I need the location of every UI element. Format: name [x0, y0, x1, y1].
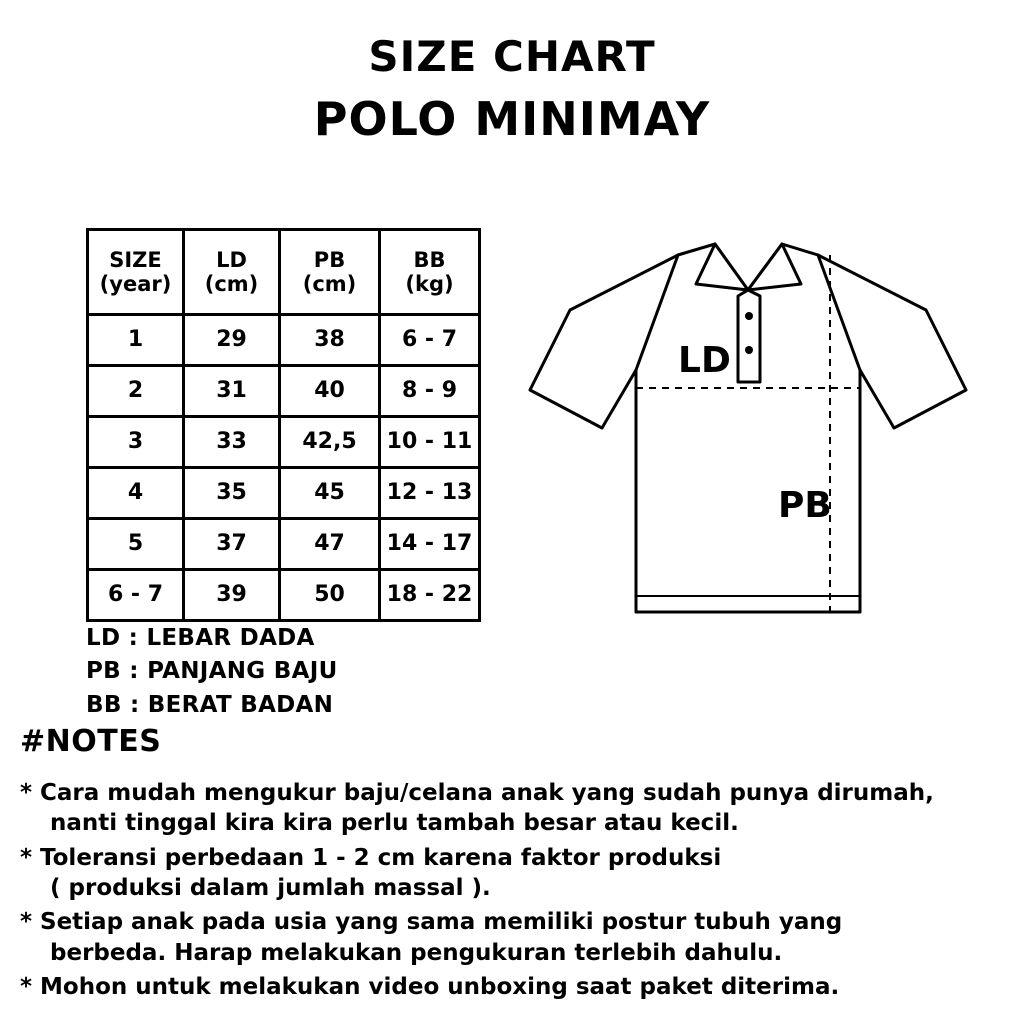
size-table — [86, 228, 481, 622]
cell-pb: 50 — [280, 570, 380, 621]
table-row — [88, 315, 480, 366]
note-line2: berbeda. Harap melakukan pengukuran terlebih dahulu. — [50, 939, 783, 966]
header-line1: PB — [313, 247, 346, 272]
diagram-label-ld: LD — [678, 340, 731, 381]
table-header-pb — [280, 230, 380, 315]
header-line1: LD — [216, 247, 247, 272]
size-table-container — [86, 228, 478, 622]
cell-ld: 37 — [184, 519, 280, 570]
header-line2: (cm) — [302, 272, 357, 296]
legend-item-pb: PB : PANJANG BAJU — [86, 658, 338, 685]
table-header-bb — [380, 230, 480, 315]
legend — [86, 622, 338, 722]
polo-shirt-icon — [510, 192, 1010, 632]
note-bullet: * — [20, 909, 33, 936]
note-line1: Setiap anak pada usia yang sama memiliki postur tubuh yang — [40, 909, 843, 936]
polo-shirt-diagram — [510, 192, 1010, 632]
table-row — [88, 417, 480, 468]
note-item — [20, 778, 980, 839]
note-text — [40, 972, 980, 1002]
cell-bb: 10 - 11 — [380, 417, 480, 468]
table-header-size — [88, 230, 184, 315]
table-header-ld — [184, 230, 280, 315]
legend-item-bb: BB : BERAT BADAN — [86, 691, 334, 718]
notes-heading: #NOTES — [20, 724, 162, 759]
note-bullet: * — [20, 974, 33, 1001]
cell-pb: 45 — [280, 468, 380, 519]
note-item — [20, 843, 980, 904]
note-text — [40, 778, 980, 839]
cell-bb: 18 - 22 — [380, 570, 480, 621]
page-title: SIZE CHART — [368, 32, 656, 81]
cell-size: 1 — [88, 315, 184, 366]
cell-ld: 29 — [184, 315, 280, 366]
cell-pb: 47 — [280, 519, 380, 570]
cell-pb: 40 — [280, 366, 380, 417]
cell-size: 3 — [88, 417, 184, 468]
header-line2: (cm) — [204, 272, 259, 296]
note-line2: nanti tinggal kira kira perlu tambah besar atau kecil. — [50, 810, 739, 837]
table-row — [88, 468, 480, 519]
cell-size: 5 — [88, 519, 184, 570]
cell-ld: 33 — [184, 417, 280, 468]
cell-pb: 42,5 — [280, 417, 380, 468]
cell-pb: 38 — [280, 315, 380, 366]
cell-size: 2 — [88, 366, 184, 417]
note-item — [20, 907, 980, 968]
cell-ld: 31 — [184, 366, 280, 417]
cell-ld: 39 — [184, 570, 280, 621]
title-block — [0, 0, 1024, 145]
cell-bb: 14 - 17 — [380, 519, 480, 570]
note-bullet: * — [20, 780, 33, 806]
note-line1: Mohon untuk melakukan video unboxing saat paket diterima. — [40, 974, 840, 1001]
header-line2: (kg) — [405, 272, 454, 296]
note-bullet: * — [20, 844, 33, 871]
diagram-label-pb: PB — [778, 485, 832, 526]
table-header-row — [88, 230, 480, 315]
cell-bb: 12 - 13 — [380, 468, 480, 519]
note-line1: Toleransi perbedaan 1 - 2 cm karena faktor produksi — [40, 844, 722, 871]
page-subtitle: POLO MINIMAY — [313, 92, 711, 147]
cell-bb: 6 - 7 — [380, 315, 480, 366]
note-text — [40, 907, 980, 968]
cell-ld: 35 — [184, 468, 280, 519]
note-line2: ( produksi dalam jumlah massal ). — [50, 875, 491, 902]
table-row — [88, 570, 480, 621]
cell-bb: 8 - 9 — [380, 366, 480, 417]
header-line2: (year) — [99, 272, 172, 296]
cell-size: 6 - 7 — [88, 570, 184, 621]
table-row — [88, 366, 480, 417]
note-line1: Cara mudah mengukur baju/celana anak yang sudah punya dirumah, — [40, 780, 934, 806]
notes-list — [20, 778, 980, 1007]
header-line1: SIZE — [109, 247, 162, 272]
note-text — [40, 843, 980, 904]
table-row — [88, 519, 480, 570]
legend-item-ld: LD : LEBAR DADA — [86, 625, 315, 651]
cell-size: 4 — [88, 468, 184, 519]
note-item — [20, 972, 980, 1002]
header-line1: BB — [413, 247, 446, 272]
